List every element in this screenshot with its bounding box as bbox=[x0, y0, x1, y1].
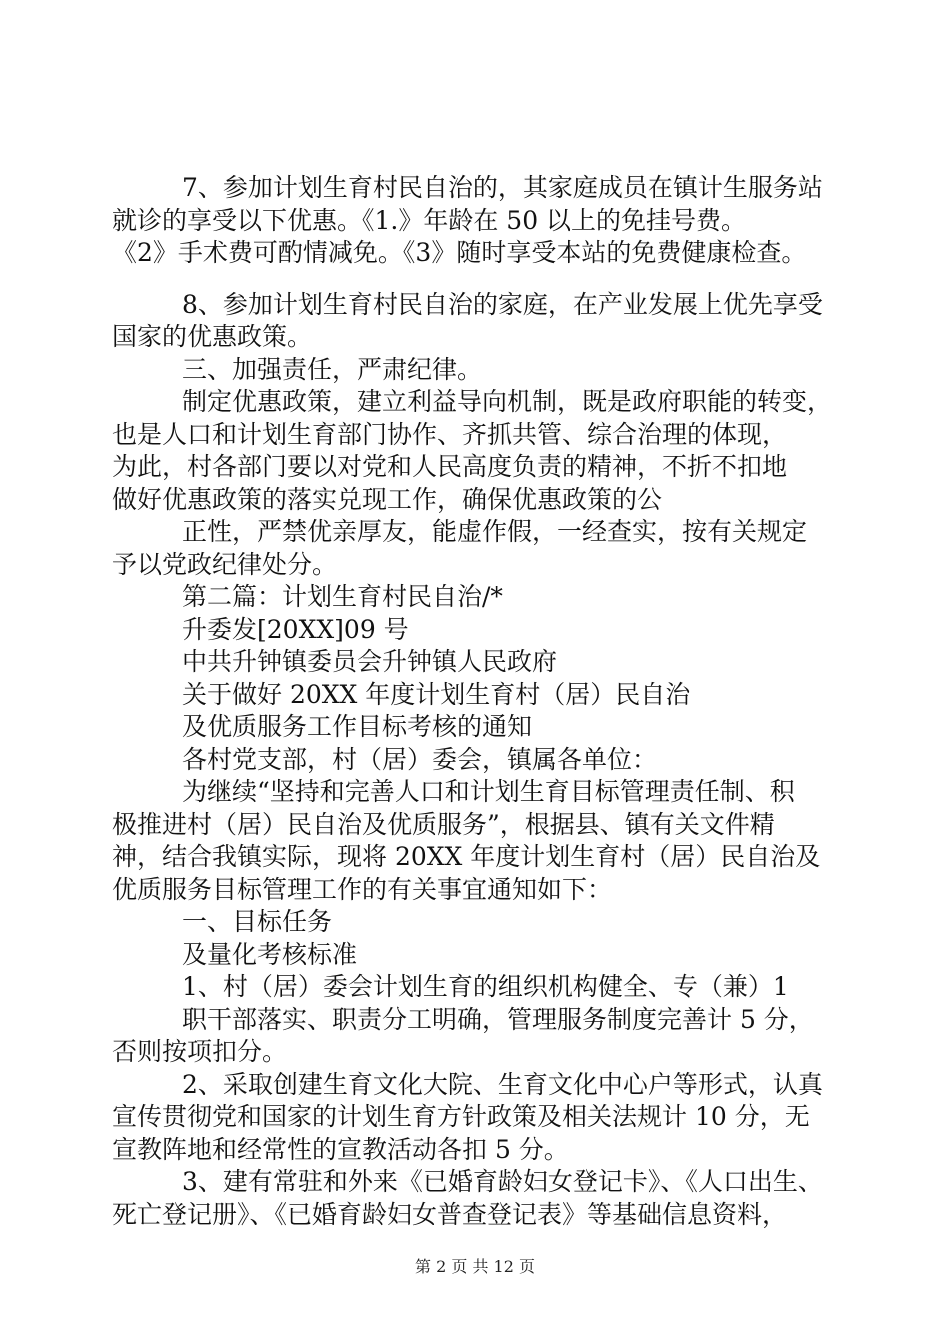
text-line: 及量化考核标准 bbox=[182, 939, 358, 969]
text-line: 制定优惠政策，建立利益导向机制，既是政府职能的转变， bbox=[182, 387, 833, 416]
text-line: 及优质服务工作目标考核的通知 bbox=[182, 712, 533, 741]
text-line: 三、加强责任，严肃纪律。 bbox=[182, 354, 483, 384]
text-line: 极推进村（居）民自治及优质服务”，根据县、镇有关文件精 bbox=[112, 809, 775, 839]
text-line: 为继续“坚持和完善人口和计划生育目标管理责任制、积 bbox=[182, 777, 795, 806]
text-line: 国家的优惠政策。 bbox=[112, 322, 313, 351]
text-line: 就诊的享受以下优惠。《1.》年龄在 50 以上的免挂号费。 bbox=[112, 205, 747, 235]
text-line: 3、建有常驻和外来《已婚育龄妇女登记卡》、《人口出生、 bbox=[182, 1167, 823, 1196]
text-line: 《2》手术费可酌情减免。《3》随时享受本站的免费健康检查。 bbox=[112, 238, 807, 267]
text-line: 正性，严禁优亲厚友，能虚作假，一经查实，按有关规定 bbox=[182, 517, 808, 546]
text-line: 予以党政纪律处分。 bbox=[112, 549, 338, 579]
text-line: 2、采取创建生育文化大院、生育文化中心户等形式，认真 bbox=[182, 1069, 823, 1099]
text-line: 第二篇：计划生育村民自治/* bbox=[182, 582, 503, 611]
text-line: 宣传贯彻党和国家的计划生育方针政策及相关法规计 10 分，无 bbox=[112, 1102, 810, 1131]
text-line: 也是人口和计划生育部门协作、齐抓共管、综合治理的体现， bbox=[112, 419, 788, 449]
text-line: 8、参加计划生育村民自治的家庭，在产业发展上优先享受 bbox=[182, 289, 823, 319]
text-line: 1、村（居）委会计划生育的组织机构健全、专（兼）1 bbox=[182, 972, 789, 1001]
text-line: 神，结合我镇实际，现将 20XX 年度计划生育村（居）民自治及 bbox=[112, 842, 821, 871]
text-line: 宣教阵地和经常性的宣教活动各扣 5 分。 bbox=[112, 1134, 569, 1164]
text-line: 升委发[20XX]09 号 bbox=[182, 614, 409, 644]
text-line: 为此，村各部门要以对党和人民高度负责的精神，不折不扣地 bbox=[112, 452, 788, 481]
document-body bbox=[112, 172, 852, 1231]
text-line: 一、目标任务 bbox=[182, 907, 333, 936]
text-line: 各村党支部，村（居）委会，镇属各单位： bbox=[182, 744, 658, 774]
text-line: 职干部落实、职责分工明确，管理服务制度完善计 5 分， bbox=[182, 1004, 814, 1034]
text-line: 7、参加计划生育村民自治的，其家庭成员在镇计生服务站 bbox=[182, 173, 823, 202]
text-line: 关于做好 20XX 年度计划生育村（居）民自治 bbox=[182, 679, 691, 709]
text-line: 优质服务目标管理工作的有关事宜通知如下： bbox=[112, 874, 613, 904]
text-line: 做好优惠政策的落实兑现工作，确保优惠政策的公 bbox=[112, 484, 663, 514]
text-line: 中共升钟镇委员会升钟镇人民政府 bbox=[182, 647, 558, 676]
text-line: 否则按项扣分。 bbox=[112, 1037, 288, 1066]
text-line: 死亡登记册》、《已婚育龄妇女普查登记表》等基础信息资料， bbox=[112, 1199, 788, 1229]
page-footer: 第 2 页 共 12 页 bbox=[415, 1257, 535, 1276]
